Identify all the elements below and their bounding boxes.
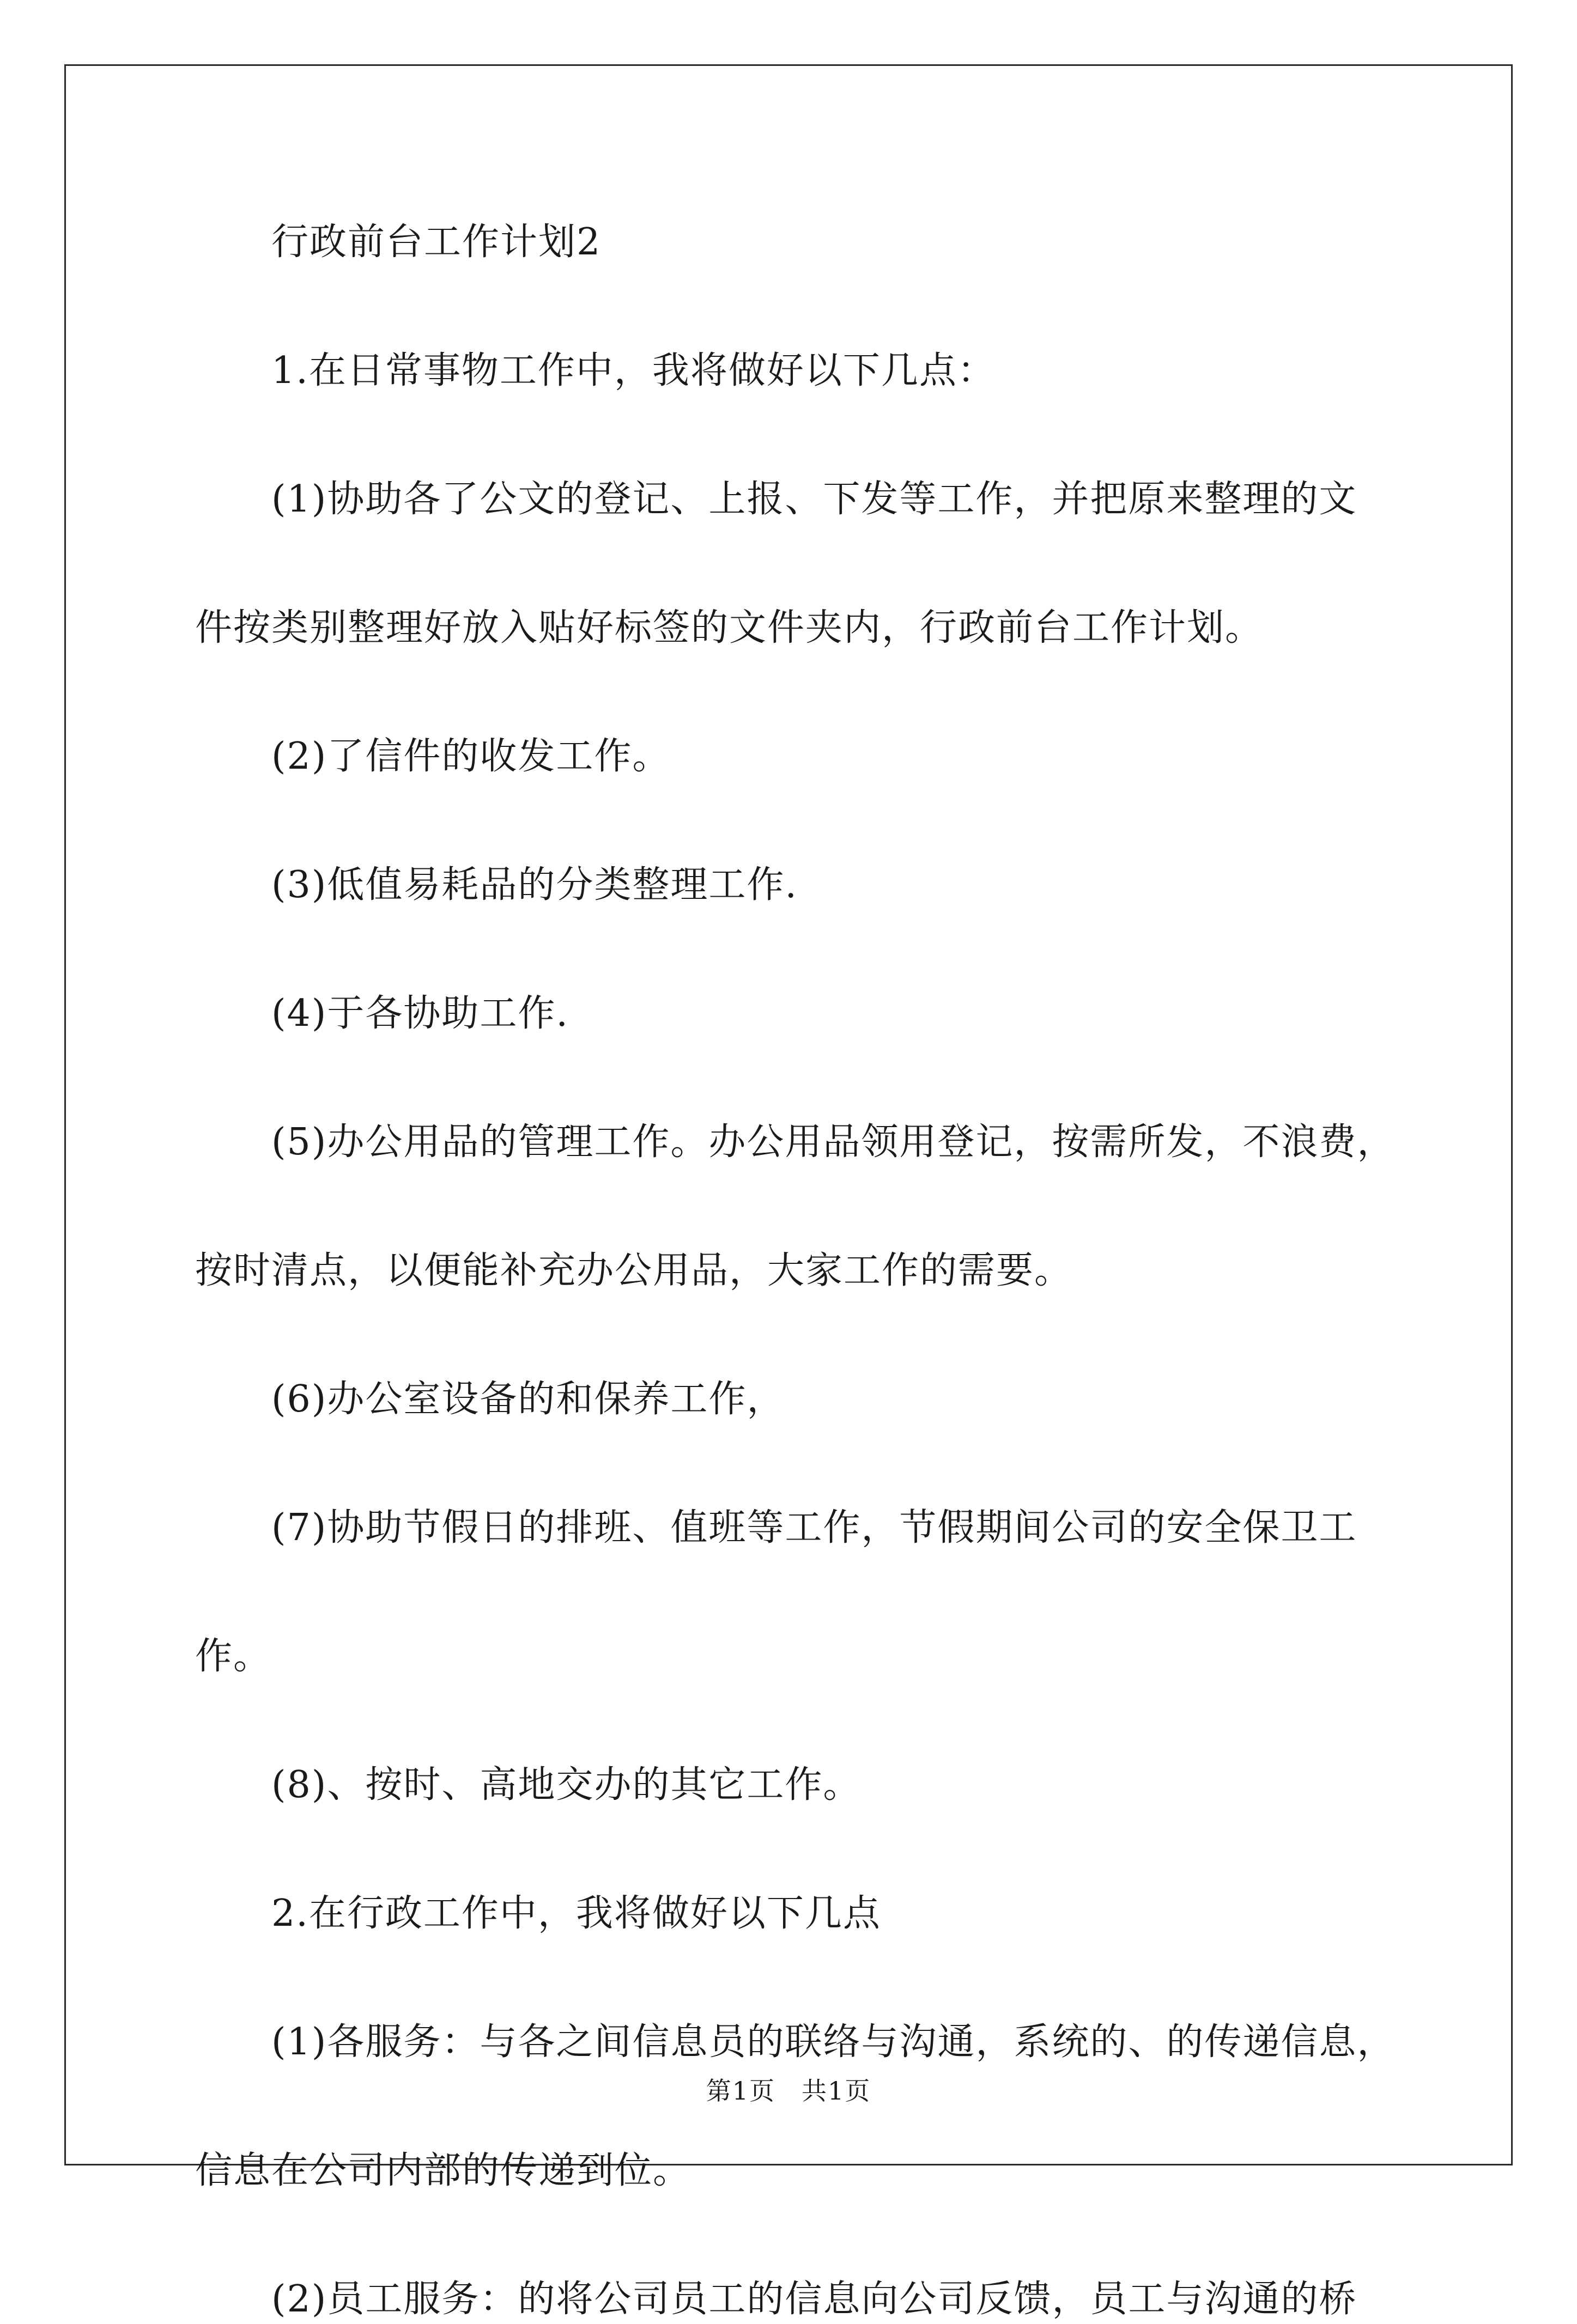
paragraph-line: (2)员工服务：的将公司员工的信息向公司反馈，员工与沟通的桥: [271, 2278, 1357, 2321]
paragraph-line: (6)办公室设备的和保养工作，: [271, 1378, 785, 1421]
paragraph-line: (8)、按时、高地交办的其它工作。: [271, 1763, 862, 1806]
page-footer: 第1页 共1页: [706, 2076, 871, 2106]
paragraph-line: (5)办公用品的管理工作。办公用品领用登记，按需所发，不浪费，: [271, 1121, 1396, 1164]
paragraph-line: (4)于各协助工作.: [271, 992, 569, 1035]
paragraph-line: 1.在日常事物工作中，我将做好以下几点：: [271, 349, 996, 392]
paragraph-line: (2)了信件的收发工作。: [271, 735, 671, 778]
paragraph-line: 2.在行政工作中，我将做好以下几点: [271, 1892, 881, 1935]
document-title: 行政前台工作计划2: [271, 221, 602, 264]
paragraph-line: (1)各服务：与各之间信息员的联络与沟通，系统的、的传递信息，: [271, 2021, 1396, 2064]
paragraph-line: (1)协助各了公文的登记、上报、下发等工作，并把原来整理的文: [271, 478, 1357, 521]
paragraph-line: (7)协助节假日的排班、值班等工作，节假期间公司的安全保卫工: [271, 1506, 1357, 1549]
paragraph-line: 作。: [195, 1635, 272, 1678]
paragraph-line: (3)低值易耗品的分类整理工作.: [271, 863, 798, 907]
paragraph-line: 信息在公司内部的传递到位。: [195, 2149, 692, 2192]
paragraph-line: 件按类别整理好放入贴好标签的文件夹内，行政前台工作计划。: [195, 606, 1264, 649]
paragraph-line: 按时清点，以便能补充办公用品，大家工作的需要。: [195, 1249, 1073, 1292]
